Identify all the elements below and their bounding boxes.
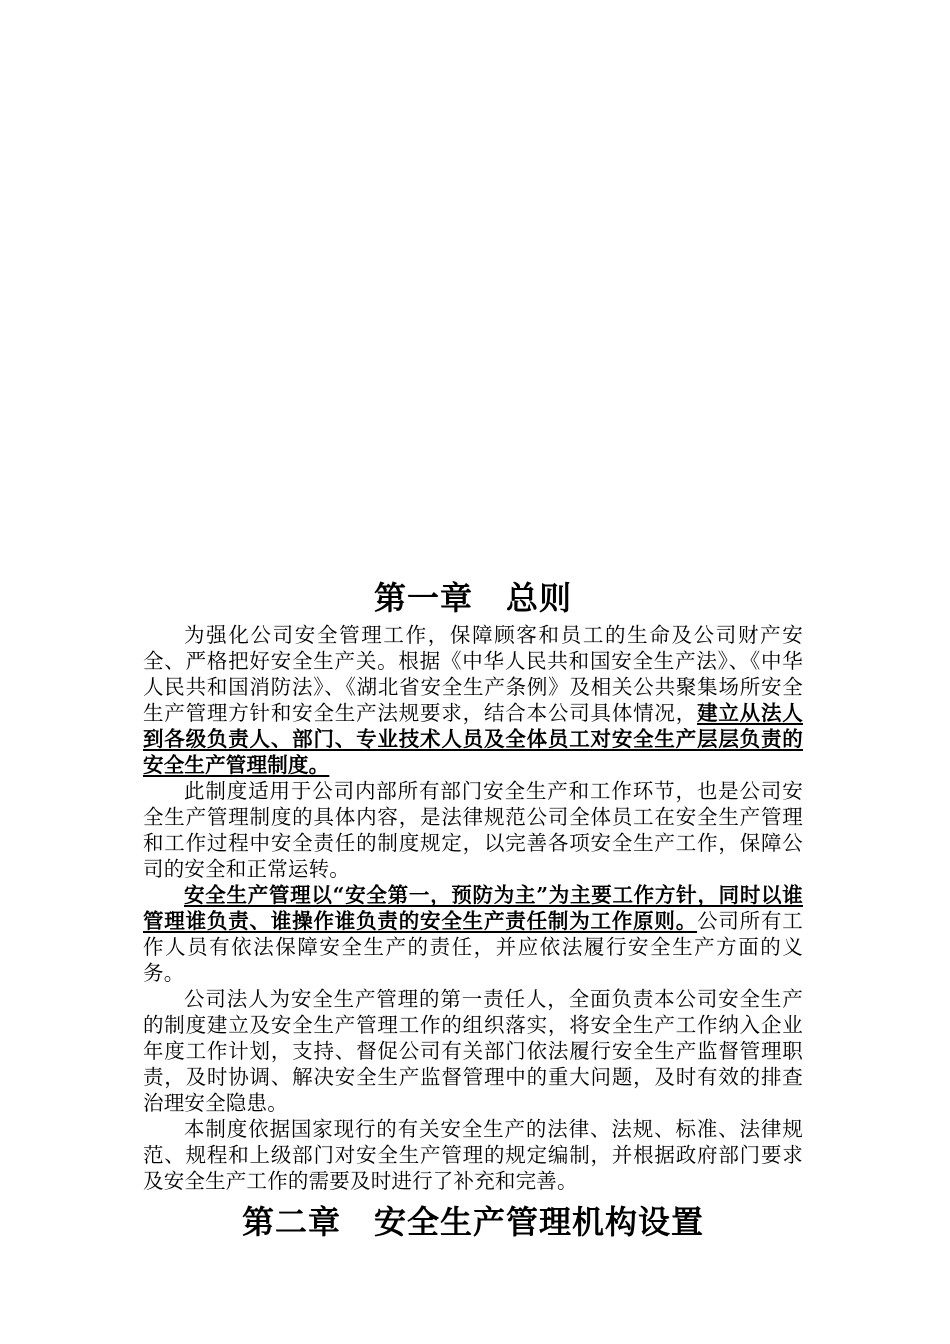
paragraph-responsibility: 公司法人为安全生产管理的第一责任人，全面负责本公司安全生产的制度建立及安全生产管理工作的组织落实，将安全生产工作纳入企业年度工作计划，支持、督促公司有关部门依法履行安全生产监督管理职责，及时协调、解决安全生产监督管理中的重大问题，及时有效的排查治理安全隐患。 (143, 987, 803, 1115)
paragraph-principle-text: 公司所有工作人员有依法保障安全生产的责任，并应依法履行安全生产方面的义务。 (143, 909, 804, 985)
paragraph-scope: 此制度适用于公司内部所有部门安全生产和工作环节，也是公司安全生产管理制度的具体内容，是法律规范公司全体员工在安全生产管理和工作过程中安全责任的制度规定，以完善各项安全生产工作，保障公司的安全和正常运转。 (143, 779, 803, 881)
paragraph-purpose-text: 为强化公司安全管理工作，保障顾客和员工的生命及公司财产安全、严格把好安全生产关。根据《中华人民共和国安全生产法》、《中华人民共和国消防法》、《湖北省安全生产条例》及相关公共聚集场所安全生产管理方针和安全生产法规要求，结合本公司具体情况， (143, 623, 803, 725)
chapter-1-title: 第一章 总则 (373, 579, 572, 617)
paragraph-principle (143, 882, 803, 986)
paragraph-purpose (143, 622, 803, 778)
paragraph-purpose-emphasis: 建立从法人到各级负责人、部门、专业技术人员及全体员工对安全生产层层负责的安全生产管理制度。 (143, 701, 804, 777)
document-body (143, 574, 803, 1246)
chapter-2-title: 第二章 安全生产管理机构设置 (241, 1203, 704, 1241)
paragraph-basis: 本制度依据国家现行的有关安全生产的法律、法规、标准、法律规范、规程和上级部门对安全生产管理的规定编制，并根据政府部门要求及安全生产工作的需要及时进行了补充和完善。 (143, 1117, 803, 1193)
paragraph-principle-emphasis: 安全生产管理以“安全第一，预防为主”为主要工作方针，同时以谁管理谁负责、谁操作谁负责的安全生产责任制为工作原则。 (143, 883, 803, 933)
